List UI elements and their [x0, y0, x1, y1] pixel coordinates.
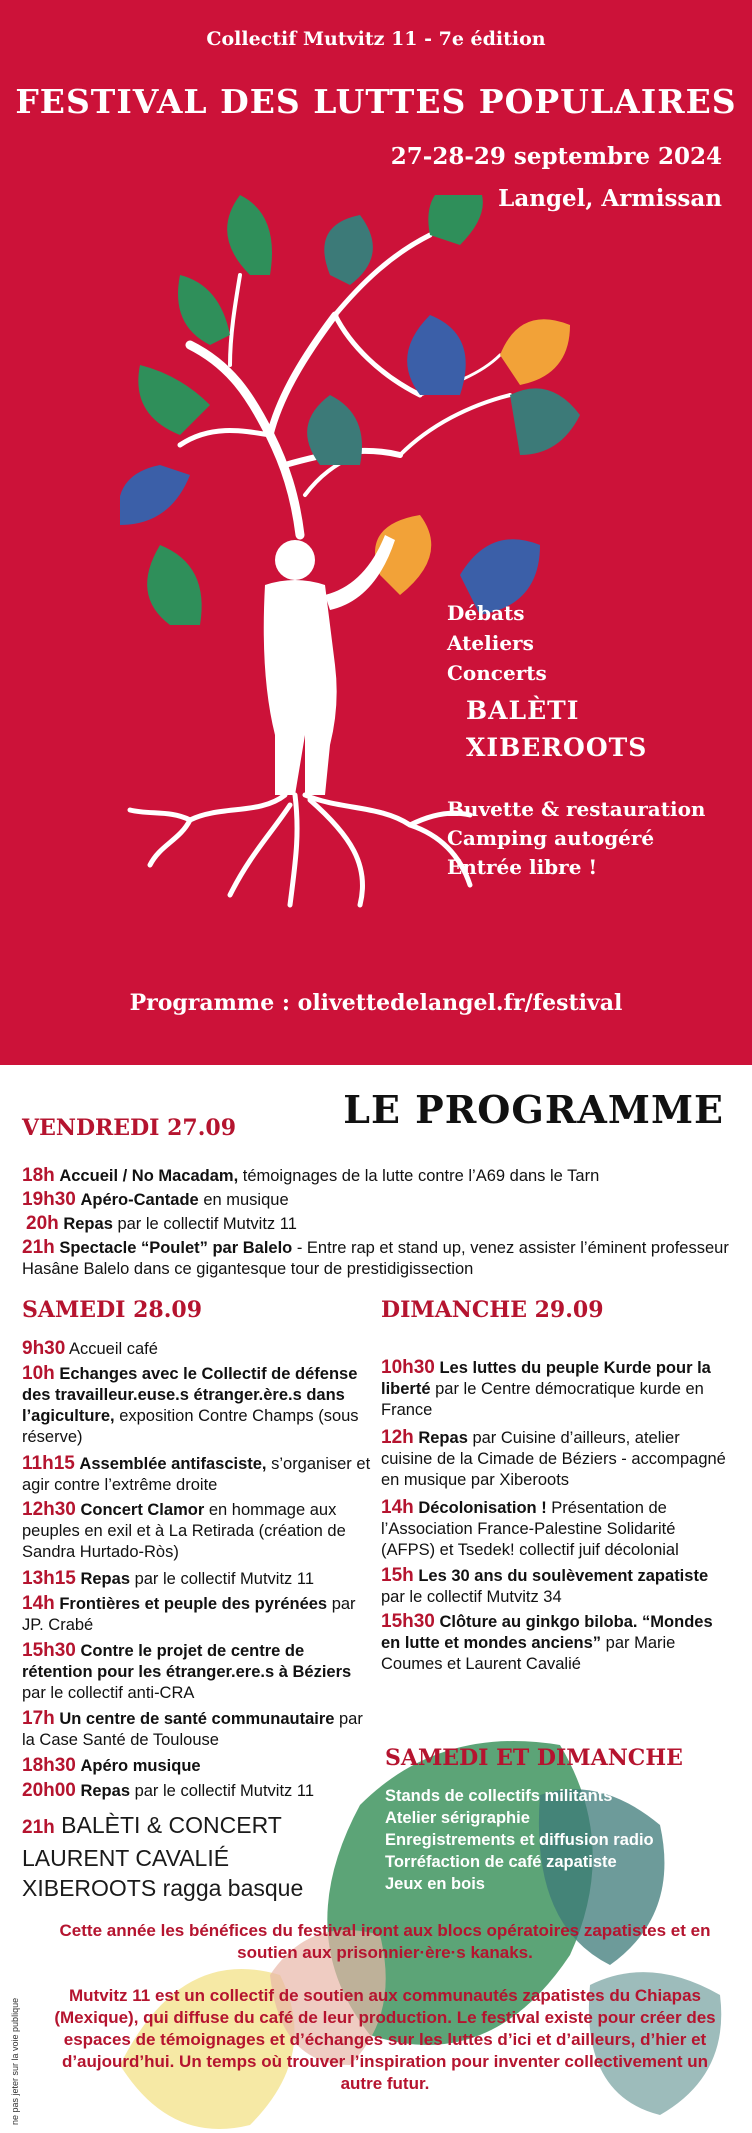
list-item: Enregistrements et diffusion radio [385, 1831, 654, 1849]
item-title: Assemblée antifasciste, [79, 1455, 267, 1473]
item-time: 9h30 [22, 1338, 66, 1359]
activities-list [447, 598, 547, 688]
item-text: par Cuisine d’ailleurs, atelier cuisine de la Cimade de Béziers - accompagné en musique par Xiberoots [381, 1429, 726, 1489]
list-item [22, 1499, 372, 1563]
leaf-icon [407, 315, 466, 395]
item-time: 10h [22, 1363, 55, 1384]
leaf-icon [138, 365, 210, 435]
item-text: s’organiser et agir contre l’extrême droite [22, 1455, 371, 1494]
leaf-icon [147, 545, 202, 625]
item-title: Echanges avec le Collectif de défense des travailleur.euse.s étranger.ère.s dans l’agiculture, [22, 1365, 358, 1425]
leaf-icon [120, 465, 190, 525]
festival-poster [0, 0, 752, 1065]
list-item [22, 1363, 372, 1448]
item-time: 11h15 [22, 1453, 75, 1474]
item-time: 13h15 [22, 1568, 76, 1589]
item-title: Les 30 ans du soulèvement zapatiste [418, 1567, 709, 1585]
item-text: par le collectif anti-CRA [22, 1684, 195, 1702]
service-entree: Entrée libre ! [447, 855, 598, 879]
item-time: 12h [381, 1427, 414, 1448]
leaf-icon [510, 388, 580, 455]
list-item: Jeux en bois [385, 1875, 485, 1893]
item-time: 18h [22, 1165, 55, 1186]
list-item [22, 1189, 742, 1211]
concert-time: 21h [22, 1817, 55, 1838]
item-title: Spectacle “Poulet” par Balelo [59, 1239, 293, 1257]
edition-label: Collectif Mutvitz 11 - 7e édition [206, 28, 546, 50]
item-text: par le collectif Mutvitz 11 [130, 1570, 315, 1588]
band-baleti: BALÈTI [466, 696, 580, 725]
recycling-note: ne pas jeter sur la voie publique [10, 1997, 20, 2125]
item-time: 18h30 [22, 1755, 76, 1776]
friday-heading: VENDREDI 27.09 [22, 1115, 236, 1141]
person-figure [264, 535, 395, 795]
service-buvette: Buvette & restauration [447, 797, 706, 821]
benefits-note: Cette année les bénéfices du festival iront aux blocs opératoires zapatistes et en soutien aux prisonnier·ère·s kanaks. [59, 1921, 711, 1962]
list-item [22, 1708, 372, 1751]
item-text: - Entre rap et stand up, venez assister l’éminent professeur Hasâne Balelo dans ce gigantesque tour de prestidigissection [22, 1239, 729, 1278]
leaf-icon [307, 395, 362, 465]
concert-line3: XIBEROOTS ragga basque [22, 1875, 304, 1901]
item-text: par le collectif Mutvitz 11 [130, 1782, 315, 1800]
item-text: Présentation de l’Association France-Palestine Solidarité (AFPS) et Tsedek! collectif juif décolonial [381, 1499, 679, 1559]
programme-link[interactable]: Programme : olivettedelangel.fr/festival [129, 990, 623, 1016]
list-item [22, 1338, 372, 1360]
list-item [381, 1611, 726, 1675]
item-text: en hommage aux peuples en exil et à La Retirada (création de Sandra Hurtado-Ròs) [22, 1501, 346, 1561]
item-text: exposition Contre Champs (sous réserve) [22, 1407, 359, 1446]
ginkgo-leaves [120, 195, 580, 625]
list-item [22, 1453, 372, 1496]
item-time: 15h30 [22, 1640, 76, 1661]
list-item: Torréfaction de café zapatiste [385, 1853, 617, 1871]
item-time: 15h30 [381, 1611, 435, 1632]
featured-bands [466, 692, 647, 766]
item-time: 19h30 [22, 1189, 76, 1210]
item-title: Un centre de santé communautaire [59, 1710, 335, 1728]
programme-title: LE PROGRAMME [343, 1087, 724, 1132]
activity-concerts: Concerts [447, 661, 547, 685]
item-time: 15h [381, 1565, 414, 1586]
item-title: Accueil / No Macadam, [59, 1167, 239, 1185]
sunday-heading: DIMANCHE 29.09 [381, 1297, 604, 1323]
festival-dates: 27-28-29 septembre 2024 [390, 143, 722, 170]
service-camping: Camping autogéré [447, 826, 655, 850]
both-days-list [385, 1785, 654, 1895]
list-item [22, 1237, 742, 1280]
list-item [381, 1357, 726, 1421]
item-time: 20h00 [22, 1780, 76, 1801]
item-time: 21h [22, 1237, 55, 1258]
item-time: 14h [381, 1497, 414, 1518]
leaf-icon [428, 195, 483, 245]
item-time: 10h30 [381, 1357, 435, 1378]
tree-roots [130, 795, 470, 905]
list-item [22, 1165, 742, 1187]
item-text: par le collectif Mutvitz 11 [112, 1215, 297, 1233]
both-days-heading: SAMEDI ET DIMANCHE [385, 1745, 683, 1771]
item-time: 12h30 [22, 1499, 76, 1520]
item-time: 14h [22, 1593, 55, 1614]
activity-debats: Débats [447, 601, 525, 625]
item-text: par le collectif Mutvitz 34 [381, 1588, 562, 1606]
leaf-icon [500, 319, 570, 385]
item-title: Les luttes du peuple Kurde pour la liberté [381, 1359, 711, 1398]
item-text: en musique [198, 1191, 289, 1209]
programme-section [0, 1065, 752, 2133]
list-item: Atelier sérigraphie [385, 1809, 530, 1827]
item-title: Concert Clamor [80, 1501, 205, 1519]
list-item [22, 1568, 372, 1590]
item-text: par le Centre démocratique kurde en France [381, 1380, 704, 1419]
list-item [381, 1497, 726, 1561]
leaf-icon [324, 215, 373, 285]
item-text: par la Case Santé de Toulouse [22, 1710, 363, 1749]
item-title: Clôture au ginkgo biloba. “Mondes en lutte et mondes anciens” [381, 1613, 713, 1652]
services-list [447, 795, 705, 882]
item-title: Apéro-Cantade [80, 1191, 199, 1209]
list-item [381, 1565, 726, 1608]
item-title: Repas [80, 1782, 130, 1800]
item-time: 20h [26, 1213, 59, 1234]
concert-line1: BALÈTI & CONCERT [61, 1812, 282, 1838]
list-item [381, 1427, 726, 1491]
list-item [22, 1755, 372, 1777]
saturday-heading: SAMEDI 28.09 [22, 1297, 202, 1323]
item-text: par Marie Coumes et Laurent Cavalié [381, 1634, 676, 1673]
item-title: Frontières et peuple des pyrénées [59, 1595, 328, 1613]
item-title: Repas [418, 1429, 468, 1447]
activity-ateliers: Ateliers [447, 631, 534, 655]
leaf-icon [227, 195, 272, 275]
band-xiberoots: XIBEROOTS [466, 733, 648, 762]
item-title: Décolonisation ! [418, 1499, 547, 1517]
item-title: Repas [80, 1570, 130, 1588]
concert-line2: LAURENT CAVALIÉ [22, 1845, 230, 1871]
leaf-icon [178, 275, 230, 345]
item-title: Apéro musique [80, 1757, 201, 1775]
festival-location: Langel, Armissan [498, 185, 722, 212]
collective-description: Mutvitz 11 est un collectif de soutien aux communautés zapatistes du Chiapas (Mexique), qui diffuse du café de leur production. Le festival existe pour créer des espaces de témoignages et d’échanges sur les luttes d’ici et d’ailleurs, d’hier et d’aujourd’hui. Un temps où trouver l’inspiration pour inventer collectivement un autre futur. [54, 1986, 716, 2093]
saturday-concert [22, 1810, 362, 1903]
list-item [22, 1593, 372, 1636]
festival-title: FESTIVAL DES LUTTES POPULAIRES [15, 82, 737, 121]
list-item [22, 1780, 372, 1802]
item-text: témoignages de la lutte contre l’A69 dans le Tarn [238, 1167, 600, 1185]
item-text: Accueil café [65, 1340, 158, 1358]
list-item: Stands de collectifs militants [385, 1787, 613, 1805]
list-item [22, 1640, 372, 1704]
list-item [26, 1213, 746, 1235]
item-title: Contre le projet de centre de rétention pour les étranger.ere.s à Béziers [22, 1642, 352, 1681]
item-text: par JP. Crabé [22, 1595, 356, 1634]
item-title: Repas [63, 1215, 113, 1233]
item-time: 17h [22, 1708, 55, 1729]
